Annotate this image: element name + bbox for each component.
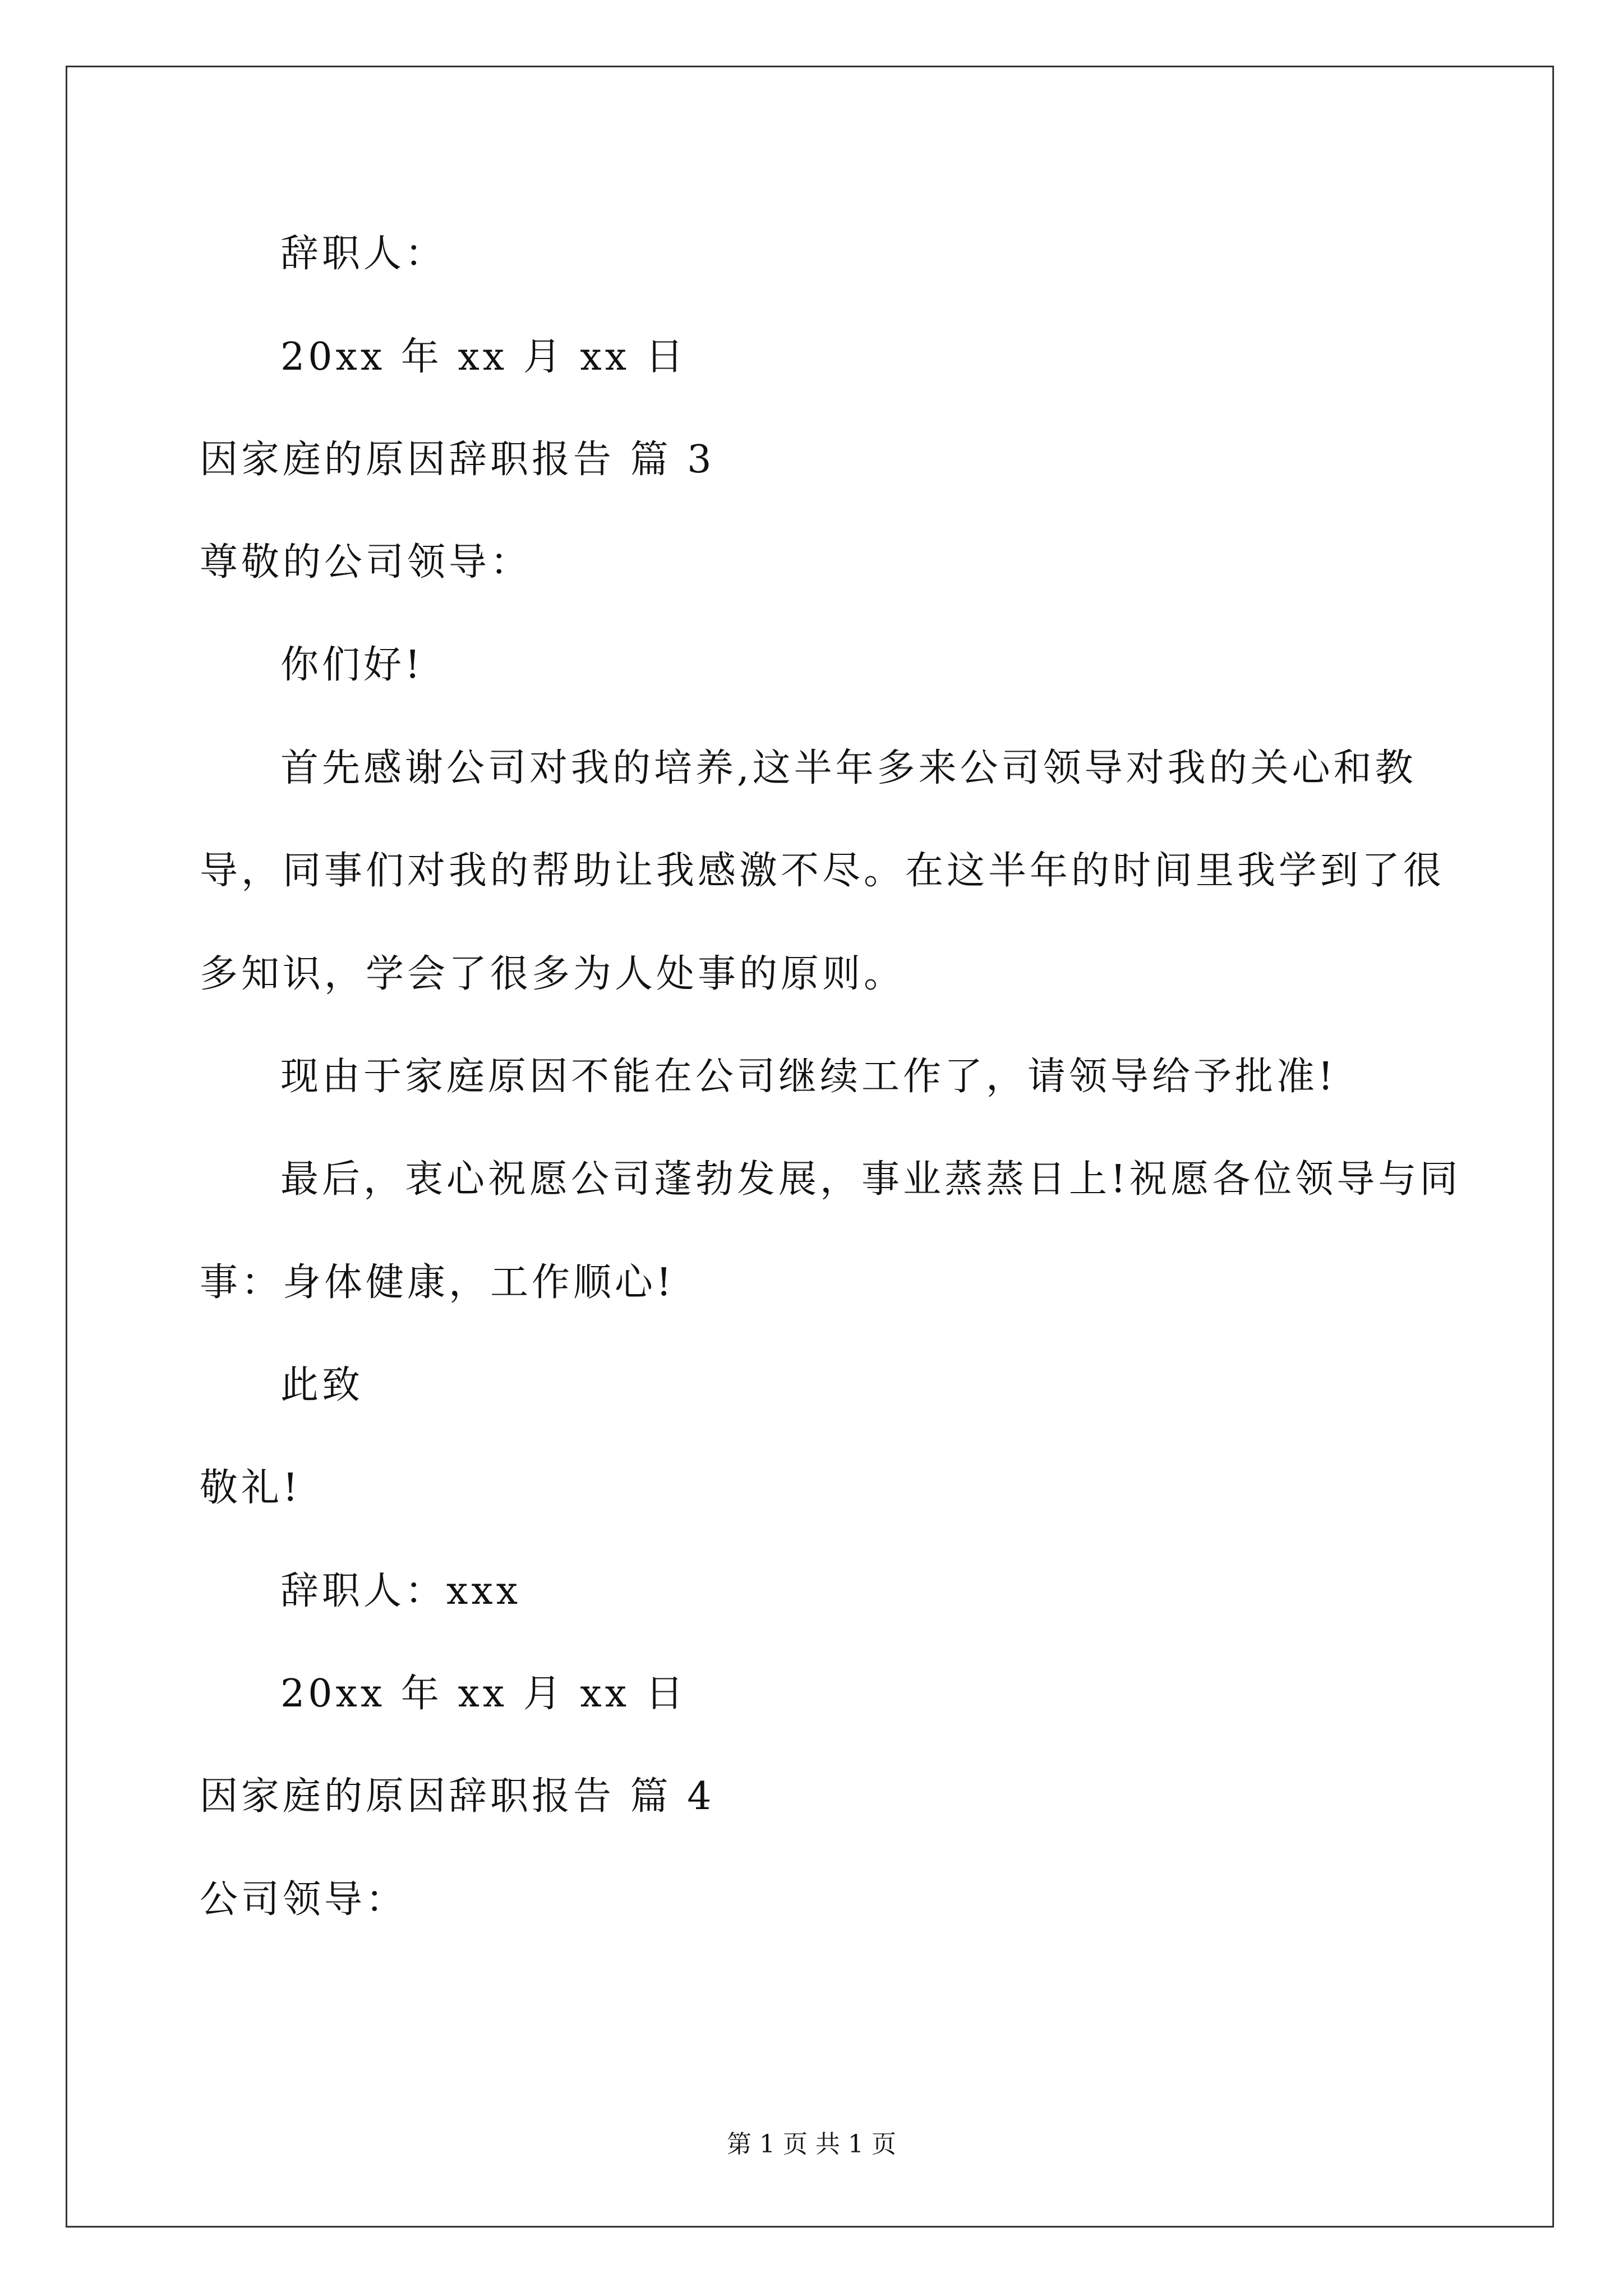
body-paragraph-line: 事：身体健康，工作顺心!: [200, 1260, 675, 1305]
body-paragraph-line: 现由于家庭原因不能在公司继续工作了，请领导给予批准!: [280, 1055, 1337, 1099]
body-paragraph-line: 首先感谢公司对我的培养,这半年多来公司领导对我的关心和教: [280, 746, 1417, 790]
section-heading-3: 因家庭的原因辞职报告 篇 3: [200, 438, 715, 482]
body-paragraph-line: 最后，衷心祝愿公司蓬勃发展，事业蒸蒸日上!祝愿各位领导与同: [280, 1157, 1461, 1202]
body-paragraph-line: 多知识，学会了很多为人处事的原则。: [200, 952, 906, 996]
date-line: 20xx 年 xx 月 xx 日: [280, 335, 687, 379]
section-heading-4: 因家庭的原因辞职报告 篇 4: [200, 1774, 715, 1819]
signer-label: 辞职人：: [280, 232, 447, 276]
signer-label: 辞职人：xxx: [280, 1569, 522, 1613]
closing-salute: 敬礼!: [200, 1466, 302, 1510]
greeting: 你们好!: [280, 643, 424, 687]
salutation: 公司领导：: [200, 1878, 408, 1922]
page-number-footer: 第 1 页 共 1 页: [727, 2130, 896, 2159]
body-paragraph-line: 导，同事们对我的帮助让我感激不尽。在这半年的时间里我学到了很: [200, 849, 1445, 893]
date-line: 20xx 年 xx 月 xx 日: [280, 1672, 687, 1716]
salutation: 尊敬的公司领导：: [200, 540, 532, 585]
closing-line: 此致: [280, 1363, 364, 1407]
